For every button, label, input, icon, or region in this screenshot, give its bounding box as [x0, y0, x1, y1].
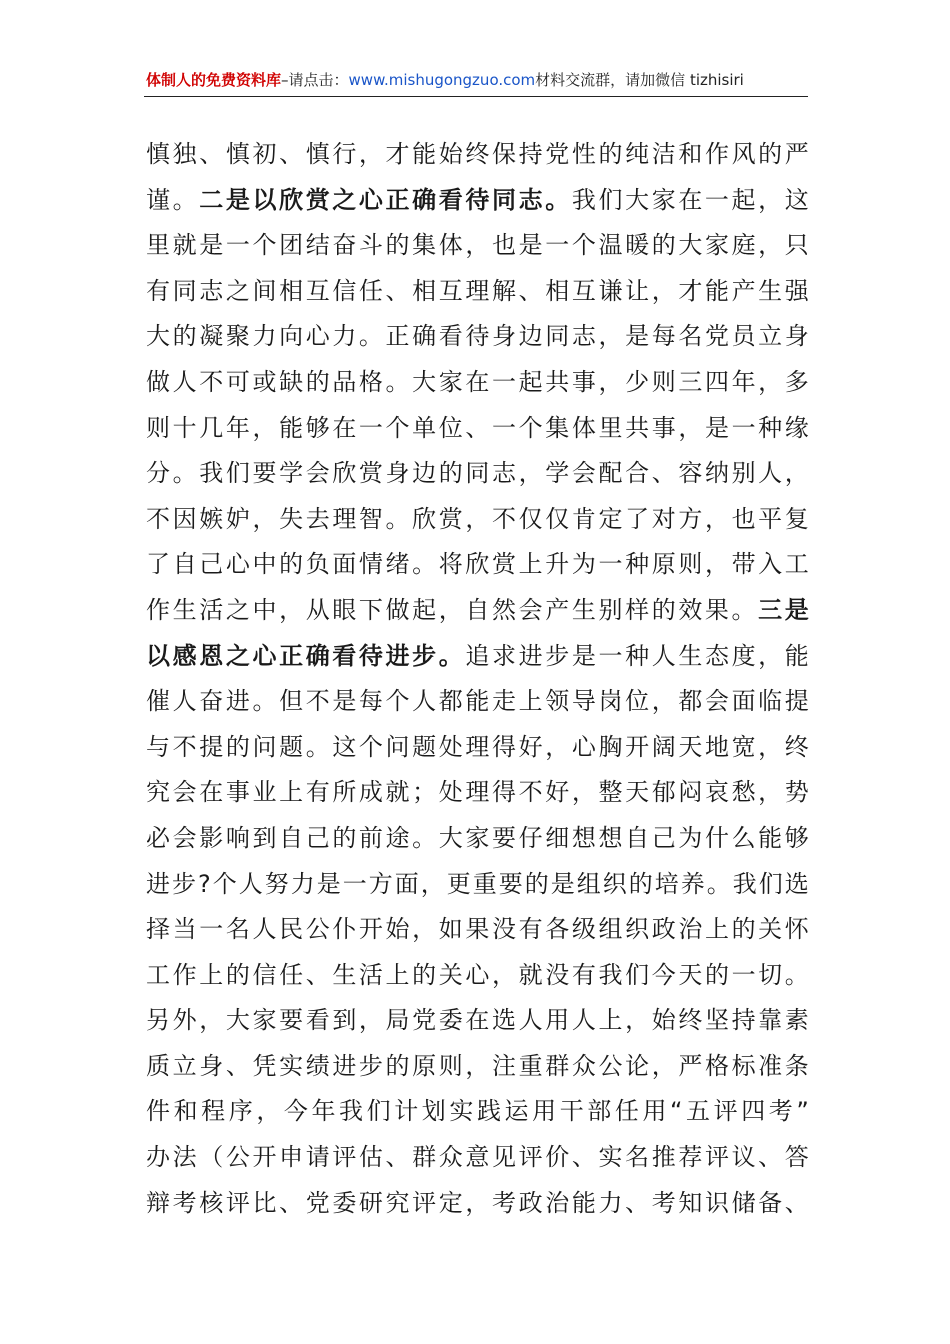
body-text-segment: 必会影响到自己的前途。大家要仔细想想自己为什么能够: [146, 823, 810, 852]
header-link[interactable]: www.mishugongzuo.com: [348, 71, 536, 89]
body-text-segment: 里就是一个团结奋斗的集体，也是一个温暖的大家庭，只: [146, 231, 810, 260]
header-divider: [144, 96, 808, 97]
text-line: [146, 1089, 810, 1135]
text-line: [146, 269, 810, 315]
text-line: [146, 770, 810, 816]
body-text-segment: 与不提的问题。这个问题处理得好，心胸开阔天地宽，终: [146, 732, 810, 761]
body-text-segment: 谨。: [146, 185, 200, 214]
text-line: [146, 907, 810, 953]
text-line: [146, 178, 810, 224]
text-line: [146, 451, 810, 497]
body-text-segment: 作生活之中，从眼下做起，自然会产生别样的效果。: [146, 595, 759, 624]
text-line: [146, 588, 810, 634]
page-header: [146, 66, 806, 94]
body-text-segment: 慎独、慎初、慎行，才能始终保持党性的纯洁和作风的严: [146, 140, 810, 168]
text-line: [146, 725, 810, 771]
text-line: [146, 497, 810, 543]
body-text-segment: 质立身、凭实绩进步的原则，注重群众公论，严格标准条: [146, 1051, 810, 1080]
text-line: [146, 998, 810, 1044]
body-text-segment: 择当一名人民公仆开始，如果没有各级组织政治上的关怀: [146, 915, 810, 944]
text-line: [146, 132, 810, 178]
body-text-segment: 件和程序，今年我们计划实践运用干部任用“五评四考”: [146, 1097, 810, 1126]
text-line: [146, 314, 810, 360]
text-line: [146, 1135, 810, 1181]
body-text-segment: 有同志之间相互信任、相互理解、相互谦让，才能产生强: [146, 276, 810, 305]
body-text-segment: 大的凝聚力向心力。正确看待身边同志，是每名党员立身: [146, 322, 810, 351]
body-text-segment: 催人奋进。但不是每个人都能走上领导岗位，都会面临提: [146, 687, 810, 716]
text-line: [146, 223, 810, 269]
body-text-segment: 究会在事业上有所成就；处理得不好，整天郁闷哀愁，势: [146, 778, 810, 807]
header-contact: 材料交流群，请加微信 tizhisiri: [535, 71, 744, 89]
body-text-segment: 辩考核评比、党委研究评定，考政治能力、考知识储备、: [146, 1188, 810, 1217]
header-brand: 体制人的免费资料库: [146, 71, 282, 89]
text-line: [146, 406, 810, 452]
document-body: [146, 132, 810, 1226]
body-text-segment: 做人不可或缺的品格。大家在一起共事，少则三四年，多: [146, 367, 810, 396]
body-text-segment: 另外，大家要看到，局党委在选人用人上，始终坚持靠素: [146, 1006, 810, 1035]
bold-heading-text: 以感恩之心正确看待进步。: [146, 641, 466, 670]
text-line: [146, 360, 810, 406]
body-text-segment: 追求进步是一种人生态度，能: [465, 641, 810, 670]
body-text-segment: 了自己心中的负面情绪。将欣赏上升为一种原则，带入工: [146, 550, 810, 579]
header-prompt: –请点击：: [281, 71, 349, 89]
text-line: [146, 816, 810, 862]
body-text-segment: 不因嫉妒，失去理智。欣赏，不仅仅肯定了对方，也平复: [146, 504, 810, 533]
body-text-segment: 我们大家在一起，这: [571, 185, 810, 214]
text-line: [146, 542, 810, 588]
body-text-segment: 进步?个人努力是一方面，更重要的是组织的培养。我们选: [146, 869, 810, 898]
text-line: [146, 679, 810, 725]
body-text-segment: 工作上的信任、生活上的关心，就没有我们今天的一切。: [146, 960, 810, 989]
text-line: [146, 862, 810, 908]
bold-heading-text: 二是以欣赏之心正确看待同志。: [199, 185, 572, 214]
body-text-segment: 分。我们要学会欣赏身边的同志，学会配合、容纳别人，: [146, 459, 810, 488]
body-text-segment: 办法（公开申请评估、群众意见评价、实名推荐评议、答: [146, 1143, 810, 1172]
text-line: [146, 1181, 810, 1227]
text-line: [146, 1044, 810, 1090]
text-line: [146, 634, 810, 680]
text-line: [146, 953, 810, 999]
body-text-segment: 则十几年，能够在一个单位、一个集体里共事，是一种缘: [146, 413, 810, 442]
bold-heading-text: 三是: [758, 595, 810, 624]
